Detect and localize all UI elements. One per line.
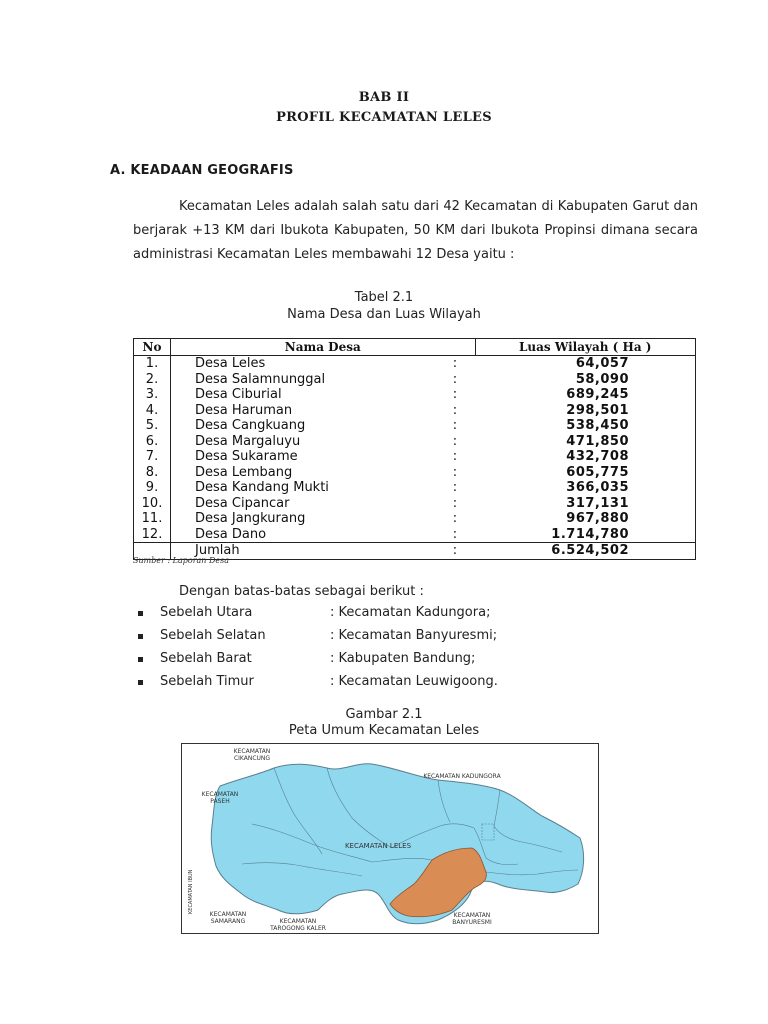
village-name: Desa Haruman [195,402,293,418]
map-label-cikancung-2: CIKANCUNG [233,755,271,762]
header-no: No [134,339,171,356]
village-name: Desa Dano [195,526,267,542]
village-name: Desa Ciburial [195,387,282,403]
intro-paragraph-text: Kecamatan Leles adalah salah satu dari 42 Kecamatan di Kabupaten Garut dan berjarak +13 KM dari Ibukota Kabupaten, 50 KM dari Ibukota Propinsi dimana secara administrasi Kecamatan Leles membawahi 12 Desa yaitu : [133,199,698,262]
border-item-west [138,651,698,671]
header-area: Luas Wilayah ( Ha ) [475,339,696,356]
table-row [134,403,696,419]
row-number: 4. [134,403,171,419]
borders-intro: Dengan batas-batas sebagai berikut : [179,584,424,599]
village-area: 967,880 [475,511,696,527]
row-number: 8. [134,465,171,481]
village-area: 1.714,780 [475,527,696,543]
table-row [134,387,696,403]
village-area-table [133,338,696,560]
row-colon: : [452,371,458,387]
village-name: Desa Salamnunggal [195,371,326,387]
village-area: 298,501 [475,403,696,419]
border-value: : Kecamatan Banyuresmi; [330,628,498,643]
map-label-tarogong-2: TAROGONG KALER [270,925,326,932]
table-row [134,527,696,543]
table-row [134,496,696,512]
table-row [134,511,696,527]
bullet-icon [138,657,143,662]
total-label: Jumlah [171,543,436,560]
village-name: Desa Leles [195,356,266,372]
row-colon: : [452,495,458,511]
bullet-icon [138,680,143,685]
village-name: Desa Margaluyu [195,433,301,449]
row-number: 3. [134,387,171,403]
map-label-cikancung-1: KECAMATAN [233,748,271,755]
district-map-svg [182,744,598,933]
table-row [134,449,696,465]
border-item-south [138,628,698,648]
border-value: : Kecamatan Kadungora; [330,605,491,620]
row-colon: : [452,433,458,449]
table-caption-title: Nama Desa dan Luas Wilayah [287,307,481,322]
table-row [134,434,696,450]
map-label-paseh-2: PASEH [210,798,230,805]
figure-caption-number: Gambar 2.1 [345,707,423,722]
row-number: 1. [134,356,171,372]
intro-paragraph [133,195,698,267]
row-number: 2. [134,372,171,388]
village-name: Desa Cipancar [195,495,290,511]
total-area: 6.524,502 [475,543,696,560]
row-colon: : [452,402,458,418]
table-source-note: Sumber : Laporan Desa [133,556,230,565]
map-label-banyuresmi-2: BANYURESMI [452,919,492,926]
row-colon: : [435,543,475,560]
row-colon: : [452,356,458,372]
header-village-name: Nama Desa [171,339,476,356]
village-name: Desa Kandang Mukti [195,480,329,496]
row-colon: : [452,480,458,496]
village-name: Desa Lembang [195,464,293,480]
village-area: 432,708 [475,449,696,465]
row-colon: : [452,418,458,434]
village-area: 366,035 [475,480,696,496]
border-value: : Kecamatan Leuwigoong. [330,674,498,689]
chapter-number: BAB II [358,90,410,105]
row-colon: : [452,526,458,542]
row-colon: : [452,387,458,403]
border-direction: Sebelah Barat [160,651,252,666]
row-colon: : [452,449,458,465]
border-direction: Sebelah Timur [160,674,254,689]
village-area: 64,057 [475,356,696,372]
map-label-samarang-1: KECAMATAN [209,911,247,918]
table-row [134,418,696,434]
map-label-kadungora: KECAMATAN KADUNGORA [423,773,501,780]
table-row [134,465,696,481]
map-label-tarogong-1: KECAMATAN [279,918,317,925]
village-name: Desa Jangkurang [195,511,306,527]
map-label-samarang-2: SAMARANG [210,918,246,925]
village-area: 605,775 [475,465,696,481]
village-area: 471,850 [475,434,696,450]
village-area: 689,245 [475,387,696,403]
row-number: 6. [134,434,171,450]
row-number: 12. [134,527,171,543]
table-caption-number: Tabel 2.1 [354,290,414,305]
border-item-north [138,605,698,625]
row-colon: : [452,511,458,527]
table-header-row [134,339,696,356]
table-row [134,480,696,496]
bullet-icon [138,634,143,639]
row-colon: : [452,464,458,480]
figure-caption-title: Peta Umum Kecamatan Leles [288,723,480,738]
row-number: 7. [134,449,171,465]
village-area: 317,131 [475,496,696,512]
district-map [181,743,599,934]
village-area: 58,090 [475,372,696,388]
table-row [134,372,696,388]
map-label-banyuresmi-1: KECAMATAN [453,912,491,919]
village-name: Desa Sukarame [195,449,298,465]
row-number: 5. [134,418,171,434]
border-direction: Sebelah Utara [160,605,253,620]
map-label-leles: KECAMATAN LELES [344,842,412,850]
table-row [134,356,696,372]
row-number: 11. [134,511,171,527]
chapter-title: PROFIL KECAMATAN LELES [276,110,492,125]
village-name: Desa Cangkuang [195,418,306,434]
border-direction: Sebelah Selatan [160,628,266,643]
bullet-icon [138,611,143,616]
map-label-paseh-1: KECAMATAN [201,791,239,798]
border-value: : Kabupaten Bandung; [330,651,476,666]
row-number: 9. [134,480,171,496]
border-item-east [138,674,698,694]
map-label-ibun: KECAMATAN IBUN [188,869,194,914]
section-heading: A. KEADAAN GEOGRAFIS [110,163,294,178]
row-number: 10. [134,496,171,512]
village-area: 538,450 [475,418,696,434]
